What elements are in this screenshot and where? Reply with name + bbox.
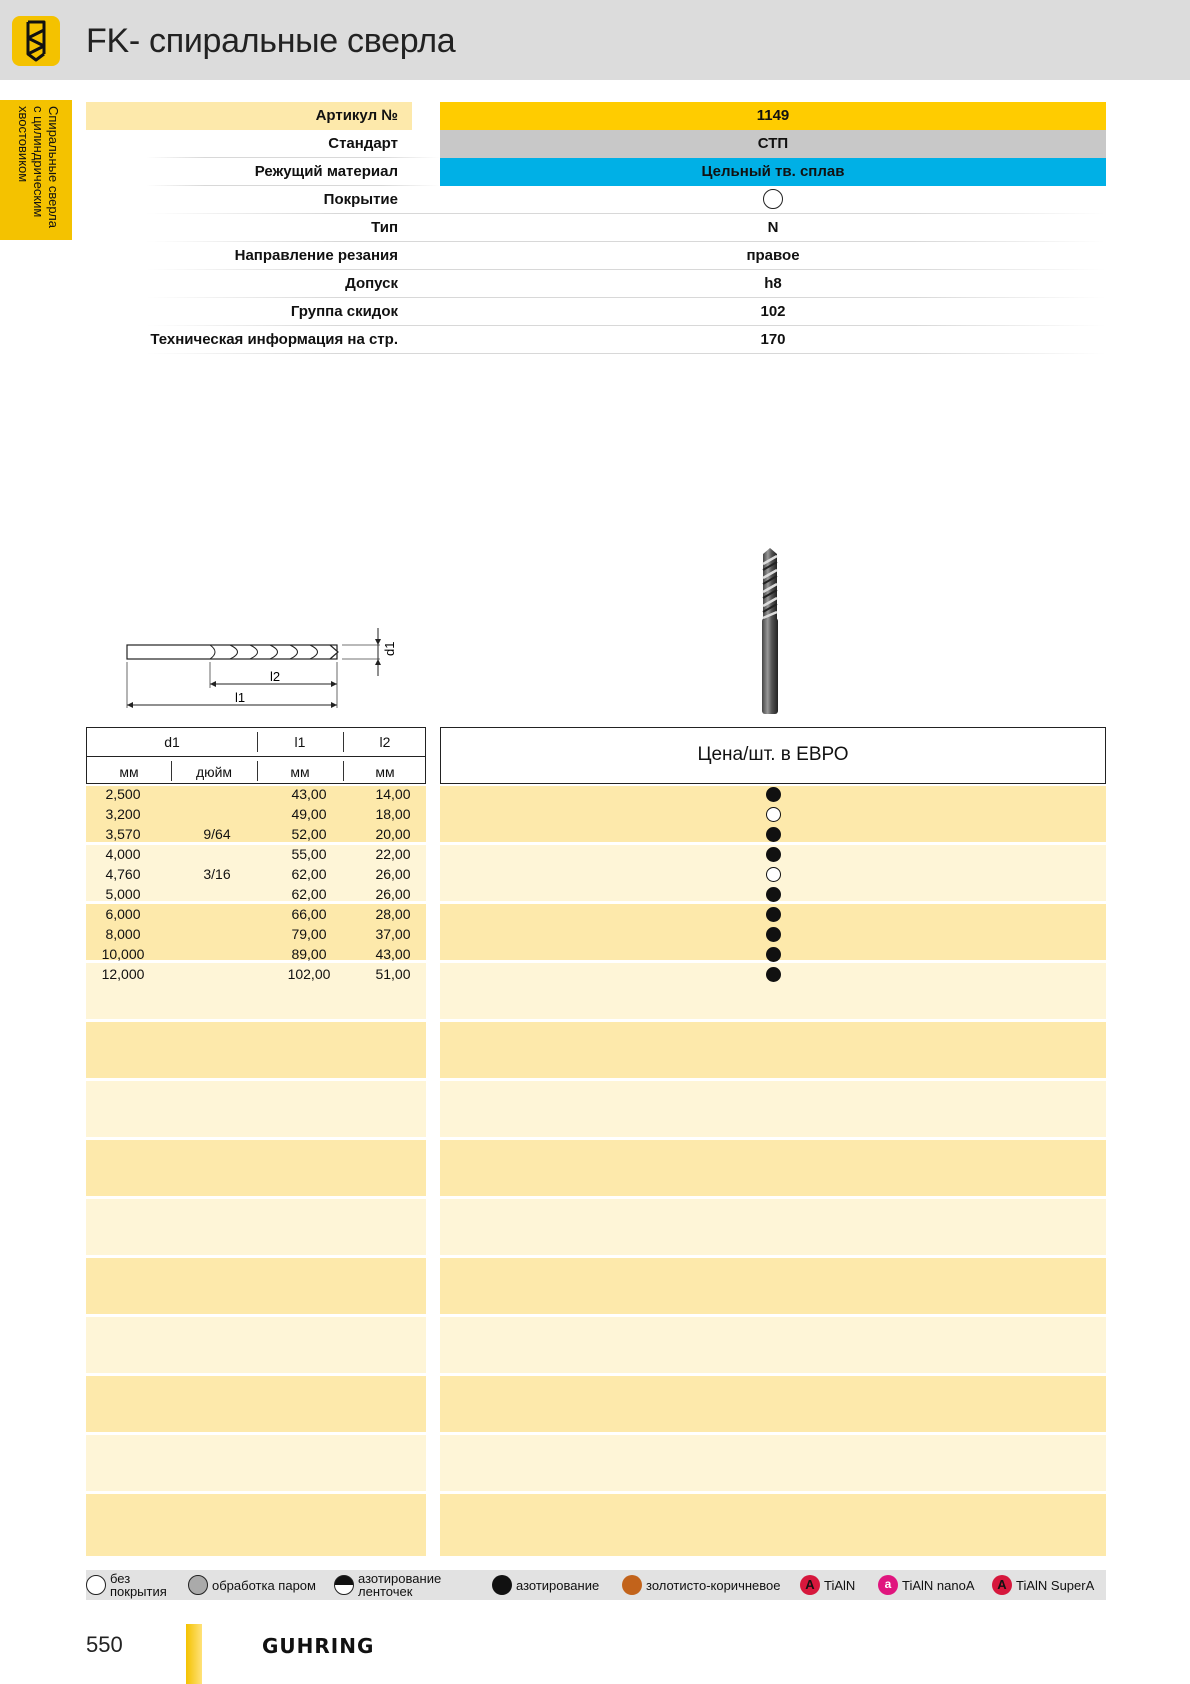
legend-label: азотирование ленточек (358, 1571, 442, 1599)
cell-d-mm: 4,760 (105, 866, 141, 882)
cell-l2: 22,00 (375, 846, 411, 862)
table-row (86, 944, 1106, 964)
cell-l1: 62,00 (291, 886, 327, 902)
cell-l2: 43,00 (375, 946, 411, 962)
spec-discount-group (86, 298, 1106, 326)
cell-l1: 52,00 (291, 826, 327, 842)
section-tab-line-2: с цилиндрическим (31, 106, 46, 218)
availability-dot-icon (766, 907, 781, 922)
col-d1-mm: мм (119, 764, 139, 780)
col-d1: d1 (164, 734, 180, 750)
spec-cutting-direction (86, 242, 1106, 270)
price-column-header: Цена/шт. в ЕВРО (440, 727, 1106, 784)
spec-label: Покрытие (323, 191, 398, 208)
drill-logo-icon (12, 16, 60, 66)
legend-label: TiAlN SuperA (1016, 1577, 1095, 1593)
spec-article (86, 102, 1106, 130)
page-title: FK- спиральные сверла (86, 22, 456, 60)
dimension-table-header (86, 727, 426, 784)
cell-l2: 37,00 (375, 926, 411, 942)
drill-drawing (120, 620, 400, 710)
table-row (86, 784, 1106, 804)
section-tab-line-1: Спиральные сверла (46, 106, 61, 228)
cell-l1: 66,00 (291, 906, 327, 922)
spec-value: 1149 (440, 102, 1106, 130)
cell-d-mm: 3,570 (105, 826, 141, 842)
spec-value: Цельный тв. сплав (440, 158, 1106, 186)
cell-l1: 79,00 (291, 926, 327, 942)
cell-l1: 102,00 (287, 966, 331, 982)
col-l1: l1 (294, 734, 306, 750)
spec-label: Стандарт (328, 135, 398, 152)
cell-l1: 62,00 (291, 866, 327, 882)
table-row (86, 804, 1106, 824)
drill-photo (750, 548, 790, 716)
tialn-super-icon: A (992, 1575, 1012, 1595)
cell-d-mm: 3,200 (105, 806, 141, 822)
availability-dot-icon (766, 827, 781, 842)
cell-l1: 43,00 (291, 786, 327, 802)
legend-label: азотирование (516, 1577, 600, 1593)
section-tab (0, 100, 72, 240)
spec-value: правое (746, 247, 800, 264)
table-row (86, 904, 1106, 924)
spec-value: СТП (440, 130, 1106, 158)
spec-label: Техническая информация на стр. (150, 331, 398, 348)
page-number: 550 (86, 1632, 123, 1657)
spec-standard (86, 130, 1106, 158)
footer-accent-bar (186, 1624, 202, 1684)
cell-d-mm: 10,000 (101, 946, 145, 962)
cell-l2: 26,00 (375, 886, 411, 902)
legend-gold (622, 1570, 780, 1600)
spec-label: Допуск (345, 275, 398, 292)
legend-tialn-super (992, 1570, 1094, 1600)
spec-coating (86, 186, 1106, 214)
legend-label: без покрытия (110, 1571, 167, 1599)
col-l2-mm: мм (375, 764, 395, 780)
cell-l2: 28,00 (375, 906, 411, 922)
gold-brown-icon (622, 1575, 642, 1595)
legend-nitride (492, 1570, 599, 1600)
availability-circle-icon (766, 867, 781, 882)
availability-circle-icon (766, 807, 781, 822)
col-l2: l2 (379, 734, 391, 750)
tialn-icon: A (800, 1575, 820, 1595)
spec-value: 102 (760, 303, 786, 320)
spec-cutting-material (86, 158, 1106, 186)
spec-label: Артикул № (86, 102, 412, 130)
l2-label: l2 (269, 669, 281, 684)
col-l1-mm: мм (290, 764, 310, 780)
legend-label: TiAlN nanoA (902, 1577, 975, 1593)
cell-d-inch: 9/64 (203, 826, 231, 842)
availability-dot-icon (766, 887, 781, 902)
legend-steam (188, 1570, 316, 1600)
legend-uncoated (86, 1570, 172, 1600)
table-row (86, 864, 1106, 884)
spec-value: N (767, 219, 779, 236)
half-circle-icon (334, 1575, 354, 1595)
l1-label: l1 (234, 690, 246, 705)
spec-type (86, 214, 1106, 242)
cell-d-mm: 8,000 (105, 926, 141, 942)
cell-l1: 55,00 (291, 846, 327, 862)
cell-l2: 20,00 (375, 826, 411, 842)
nitride-icon (492, 1575, 512, 1595)
availability-dot-icon (766, 967, 781, 982)
legend-label: обработка паром (212, 1577, 316, 1593)
cell-d-mm: 5,000 (105, 886, 141, 902)
legend-label: TiAlN (824, 1577, 856, 1593)
page-header (0, 0, 1190, 80)
d1-label: d1 (382, 641, 397, 656)
legend-tialn-nano (878, 1570, 975, 1600)
availability-dot-icon (766, 787, 781, 802)
spec-tolerance (86, 270, 1106, 298)
spec-label: Тип (371, 219, 398, 236)
legend-label: золотисто-коричневое (646, 1577, 781, 1593)
uncoated-icon (86, 1575, 106, 1595)
spec-value (440, 186, 1106, 214)
table-row (86, 924, 1106, 944)
cell-l1: 49,00 (291, 806, 327, 822)
spec-label: Направление резания (234, 247, 398, 264)
cell-d-mm: 4,000 (105, 846, 141, 862)
spec-tech-info-page (86, 326, 1106, 354)
cell-l2: 14,00 (375, 786, 411, 802)
table-row (86, 824, 1106, 844)
spec-label: Группа скидок (290, 303, 398, 320)
availability-dot-icon (766, 947, 781, 962)
legend-tialn (800, 1570, 855, 1600)
table-row (86, 884, 1106, 904)
steam-icon (188, 1575, 208, 1595)
cell-l2: 26,00 (375, 866, 411, 882)
spec-label: Режущий материал (254, 163, 398, 180)
uncoated-circle-icon (763, 189, 783, 209)
availability-dot-icon (766, 927, 781, 942)
availability-dot-icon (766, 847, 781, 862)
coating-legend (86, 1570, 1106, 1600)
brand-logo: GUHRING (262, 1634, 375, 1658)
tialn-nano-icon: a (878, 1575, 898, 1595)
cell-l1: 89,00 (291, 946, 327, 962)
col-d1-inch: дюйм (195, 764, 233, 780)
cell-d-mm: 2,500 (105, 786, 141, 802)
legend-nitride-land (334, 1570, 458, 1600)
cell-l2: 51,00 (375, 966, 411, 982)
cell-d-mm: 6,000 (105, 906, 141, 922)
spec-value: h8 (764, 275, 782, 292)
section-tab-line-3: хвостовиком (16, 106, 31, 183)
cell-l2: 18,00 (375, 806, 411, 822)
cell-d-mm: 12,000 (101, 966, 145, 982)
cell-d-inch: 3/16 (203, 866, 231, 882)
spec-value: 170 (760, 331, 786, 348)
table-row (86, 844, 1106, 864)
table-row (86, 964, 1106, 984)
